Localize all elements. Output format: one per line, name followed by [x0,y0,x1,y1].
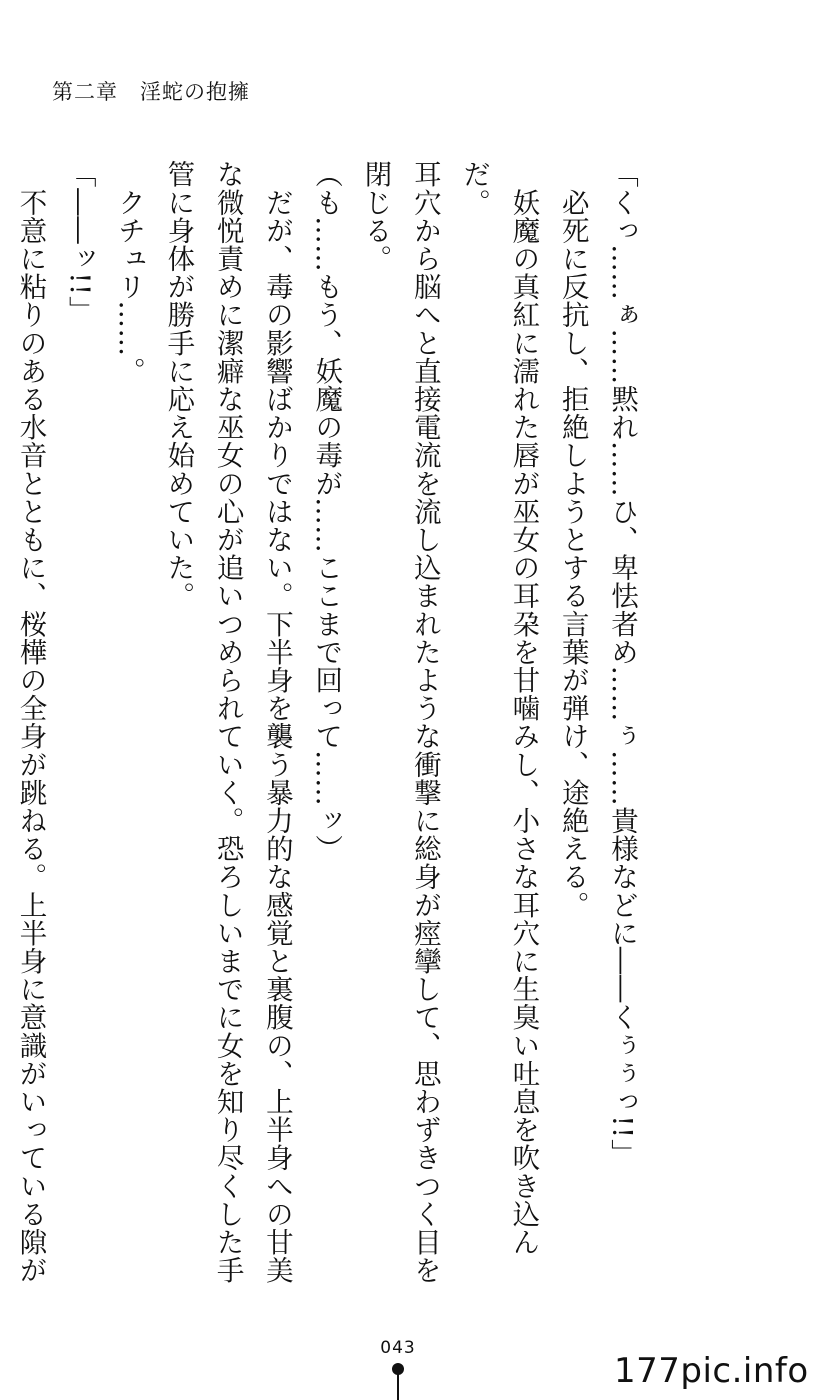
page-marker-line [397,1374,399,1400]
chapter-number: 第二章 [52,80,118,104]
text-line: （も……もう、妖魔の毒が……ここまで回って……ッ） [310,160,343,863]
text-line: な微悦責めに潔癖な巫女の心が追いつめられていく。恐ろしいまでに女を知り尽くした手 [211,160,244,1284]
page-number: 043 [380,1338,416,1358]
text-line: クチュリ……。 [113,160,146,385]
chapter-title: 淫蛇の抱擁 [140,80,250,104]
text-line: 管に身体が勝手に応え始めていた。 [162,160,195,610]
text-line: 必死に反抗し、拒絶しようとする言葉が弾け、途絶える。 [556,160,589,919]
text-line: 耳穴から脳へと直接電流を流し込まれたような衝撃に総身が痙攣して、思わずきつく目を [408,160,441,1284]
watermark: 177pic.info [614,1351,809,1391]
header-spacer [118,80,140,104]
text-line: 妖魔の真紅に濡れた唇が巫女の耳朶を甘噛みし、小さな耳穴に生臭い吐息を吹き込んだ。 [458,160,540,1256]
vertical-body-text [14,160,646,1300]
text-line: 不意に粘りのある水音とともに、桜樺の全身が跳ねる。上半身に意識がいっている隙が [14,160,47,1284]
text-line: 「――ッ!!」 [63,160,96,324]
text-line: 閉じる。 [359,160,392,273]
text-line: 「くっ……ぁ……黙れ……ひ、卑怯者め……ぅ……貴様などに――くぅぅっ!!」 [606,160,638,1167]
running-header [52,76,250,106]
text-line: だが、毒の影響ばかりではない。下半身を襲う暴力的な感覚と裏腹の、上半身への甘美 [260,160,293,1284]
